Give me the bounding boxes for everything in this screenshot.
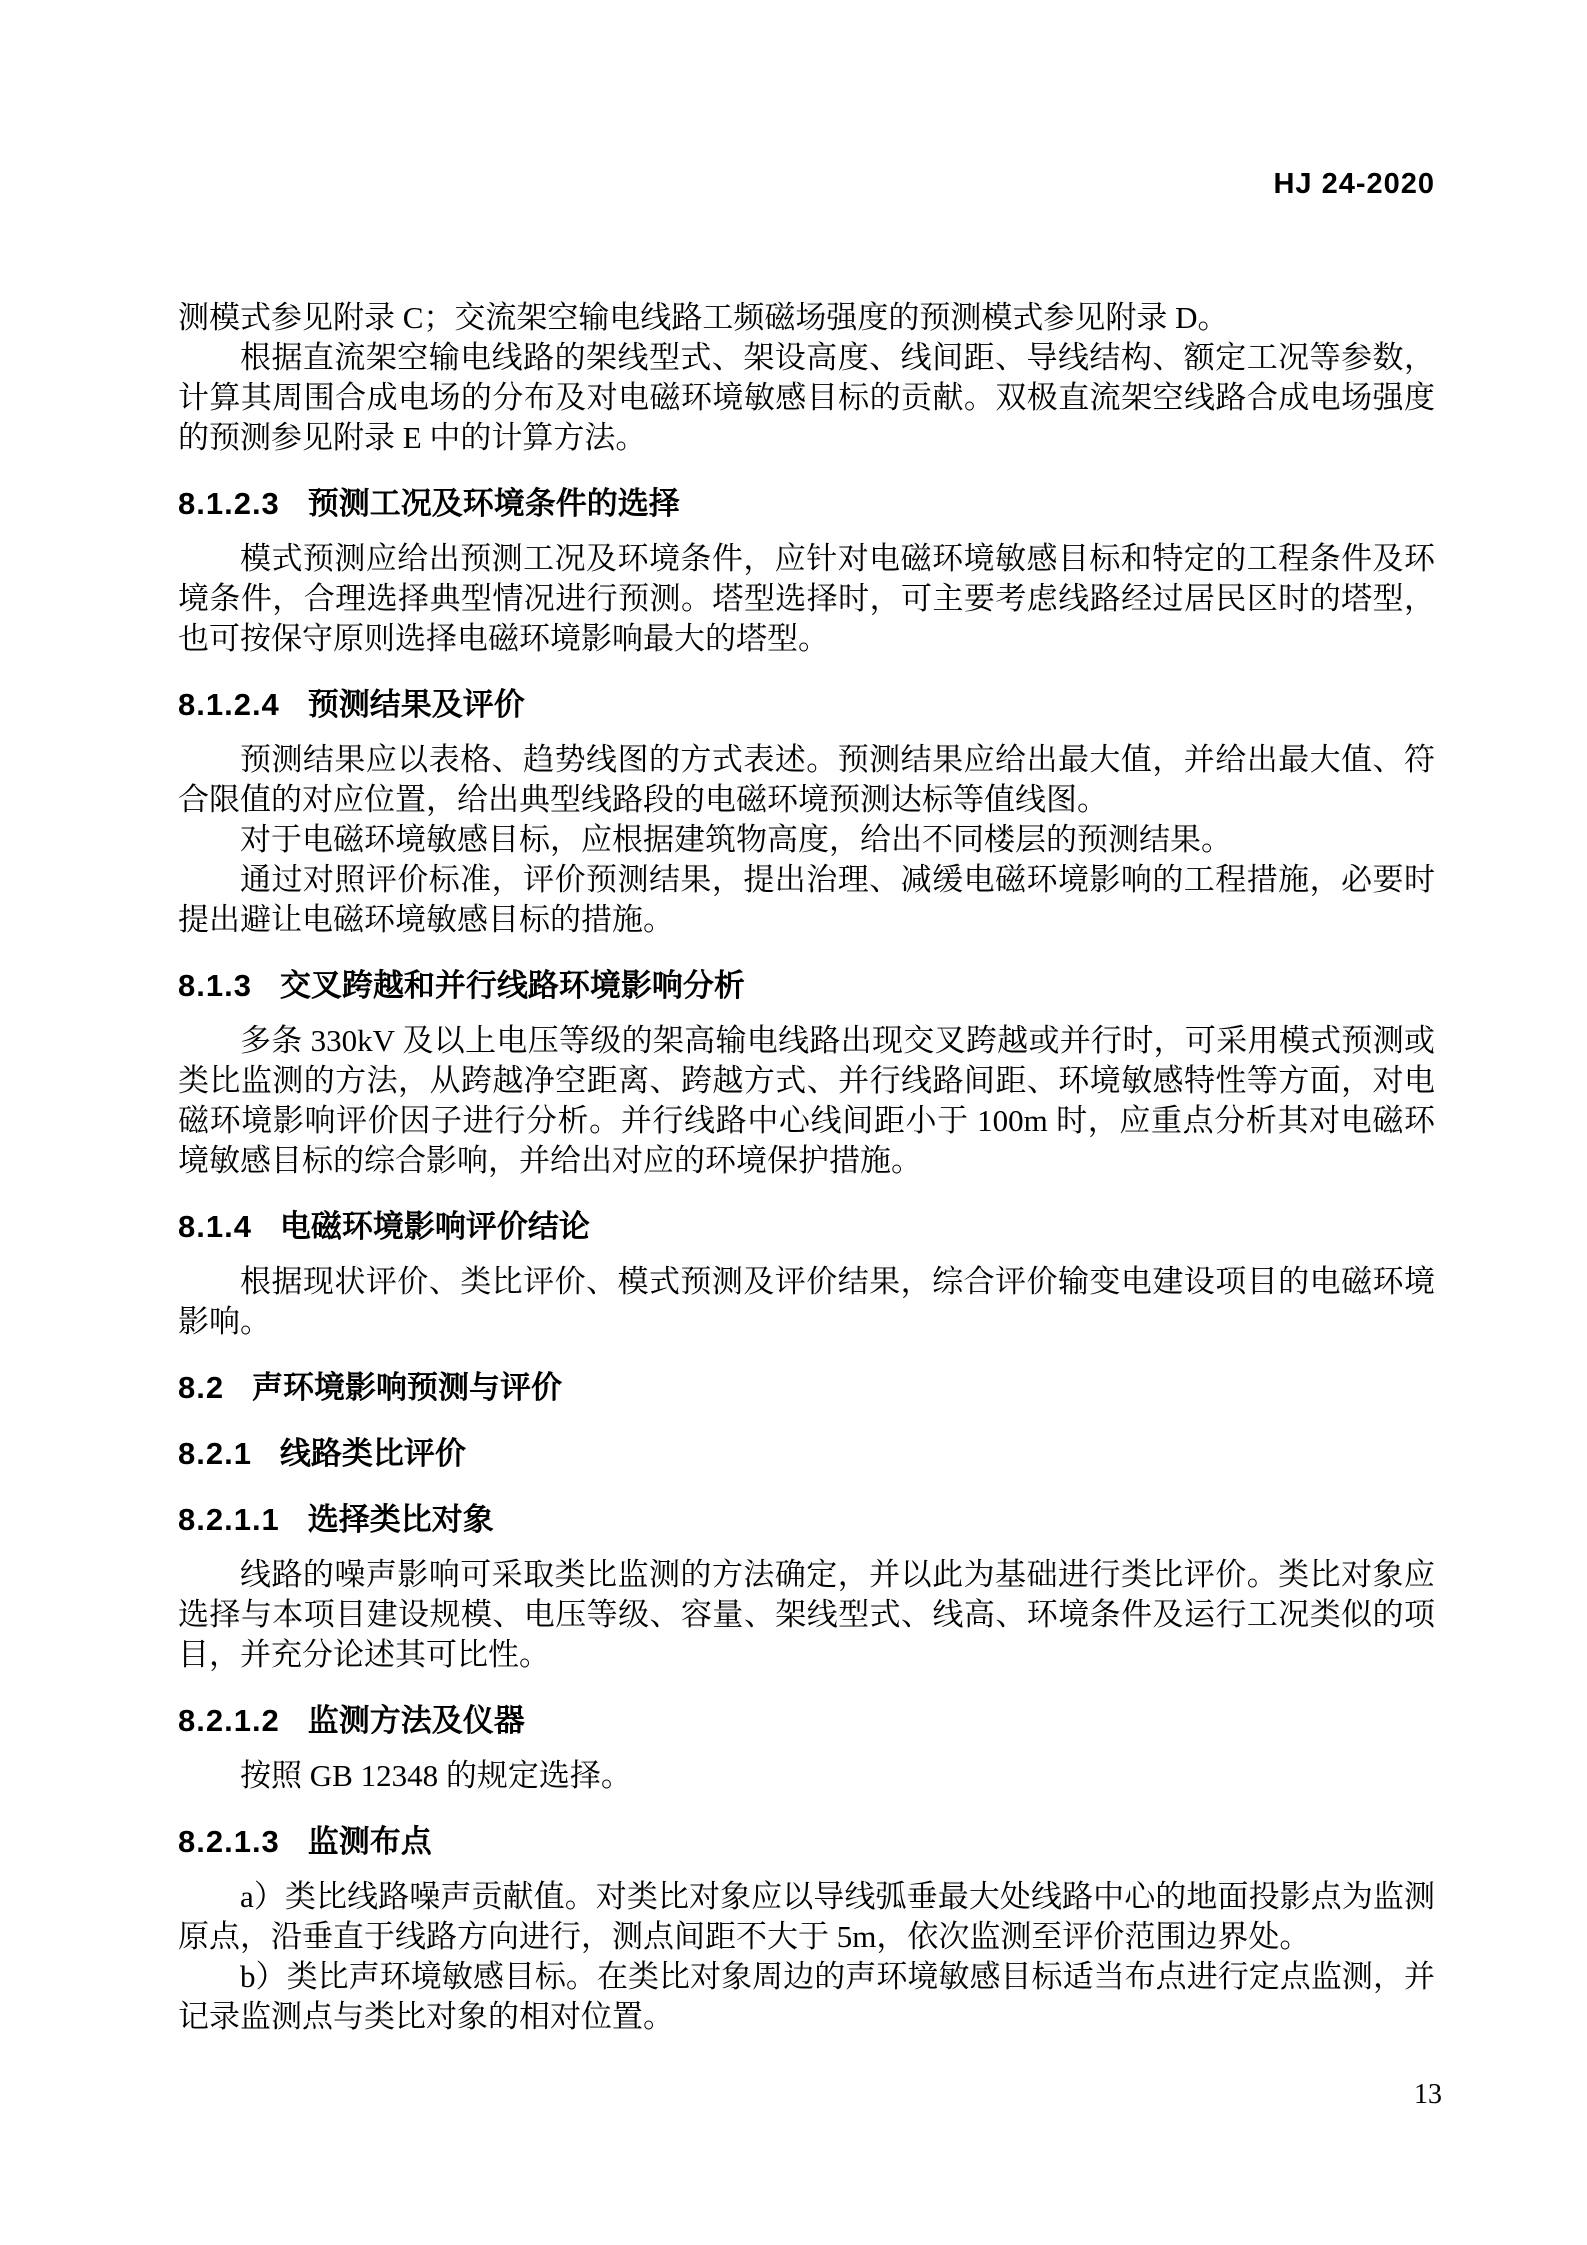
heading-8-1-4 — [178, 1207, 1435, 1247]
heading-number: 8.1.4 — [178, 1209, 252, 1244]
paragraph-prediction-conditions: 模式预测应给出预测工况及环境条件，应针对电磁环境敏感目标和特定的工程条件及环境条件，合理选择典型情况进行预测。塔型选择时，可主要考虑线路经过居民区时的塔型，也可按保守原则选择电磁环境影响最大的塔型。 — [178, 541, 1435, 656]
heading-8-2-1 — [178, 1434, 1435, 1474]
heading-number: 8.2.1.3 — [178, 1824, 280, 1859]
document-code-header: HJ 24-2020 — [1273, 168, 1435, 200]
paragraph-evaluation-measures: 通过对照评价标准，评价预测结果，提出治理、减缓电磁环境影响的工程措施，必要时提出避让电磁环境敏感目标的措施。 — [178, 862, 1435, 937]
paragraph-analogy-object-selection: 线路的噪声影响可采取类比监测的方法确定，并以此为基础进行类比评价。类比对象应选择与本项目建设规模、电压等级、容量、架线型式、线高、环境条件及运行工况类似的项目，并充分论述其可比性。 — [178, 1557, 1435, 1672]
heading-title: 预测结果及评价 — [307, 687, 525, 722]
heading-number: 8.2.1.2 — [178, 1703, 280, 1738]
paragraph-monitoring-method: 按照 GB 12348 的规定选择。 — [240, 1758, 632, 1793]
paragraph-sensitive-targets-floors: 对于电磁环境敏感目标，应根据建筑物高度，给出不同楼层的预测结果。 — [240, 822, 1232, 857]
heading-8-1-2-4 — [178, 685, 1435, 725]
heading-8-2 — [178, 1368, 1435, 1408]
paragraph-prediction-results-format: 预测结果应以表格、趋势线图的方式表述。预测结果应给出最大值，并给出最大值、符合限值的对应位置，给出典型线路段的电磁环境预测达标等值线图。 — [178, 742, 1435, 817]
page-number: 13 — [1414, 2079, 1442, 2110]
heading-title: 监测布点 — [307, 1824, 432, 1859]
heading-title: 选择类比对象 — [307, 1502, 494, 1537]
heading-8-1-3 — [178, 966, 1435, 1006]
heading-number: 8.2.1 — [178, 1436, 252, 1471]
heading-number: 8.2.1.1 — [178, 1502, 280, 1537]
heading-number: 8.1.2.4 — [178, 687, 280, 722]
heading-title: 电磁环境影响评价结论 — [279, 1209, 590, 1244]
heading-title: 监测方法及仪器 — [307, 1703, 525, 1738]
heading-8-1-2-3 — [178, 484, 1435, 524]
paragraph-dc-line-parameters: 根据直流架空输电线路的架线型式、架设高度、线间距、导线结构、额定工况等参数，计算其周围合成电场的分布及对电磁环境敏感目标的贡献。双极直流架空线路合成电场强度的预测参见附录 E 中的计算方法。 — [178, 340, 1435, 455]
heading-number: 8.1.3 — [178, 968, 252, 1003]
paragraph-monitoring-point-a: a）类比线路噪声贡献值。对类比对象应以导线弧垂最大处线路中心的地面投影点为监测原点，沿垂直于线路方向进行，测点间距不大于 5m，依次监测至评价范围边界处。 — [178, 1879, 1435, 1954]
heading-title: 线路类比评价 — [279, 1436, 466, 1471]
heading-8-2-1-3 — [178, 1822, 1435, 1862]
heading-title: 声环境影响预测与评价 — [252, 1370, 562, 1405]
heading-number: 8.1.2.3 — [178, 486, 280, 521]
heading-number: 8.2 — [178, 1370, 225, 1405]
heading-title: 交叉跨越和并行线路环境影响分析 — [279, 968, 745, 1003]
paragraph-em-conclusion: 根据现状评价、类比评价、模式预测及评价结果，综合评价输变电建设项目的电磁环境影响。 — [178, 1264, 1435, 1339]
heading-title: 预测工况及环境条件的选择 — [307, 486, 680, 521]
paragraph-crossing-parallel-analysis: 多条 330kV 及以上电压等级的架高输电线路出现交叉跨越或并行时，可采用模式预测或类比监测的方法，从跨越净空距离、跨越方式、并行线路间距、环境敏感特性等方面，对电磁环境影响评价因子进行分析。并行线路中心线间距小于 100m 时，应重点分析其对电磁环境敏感目标的综合影响，并给出对应的环境保护措施。 — [178, 1023, 1435, 1178]
heading-8-2-1-2 — [178, 1701, 1435, 1741]
document-body — [178, 298, 1435, 2037]
heading-8-2-1-1 — [178, 1500, 1435, 1540]
paragraph-appendix-reference: 测模式参见附录 C；交流架空输电线路工频磁场强度的预测模式参见附录 D。 — [178, 300, 1229, 335]
paragraph-monitoring-point-b: b）类比声环境敏感目标。在类比对象周边的声环境敏感目标适当布点进行定点监测，并记录监测点与类比对象的相对位置。 — [178, 1959, 1435, 2034]
